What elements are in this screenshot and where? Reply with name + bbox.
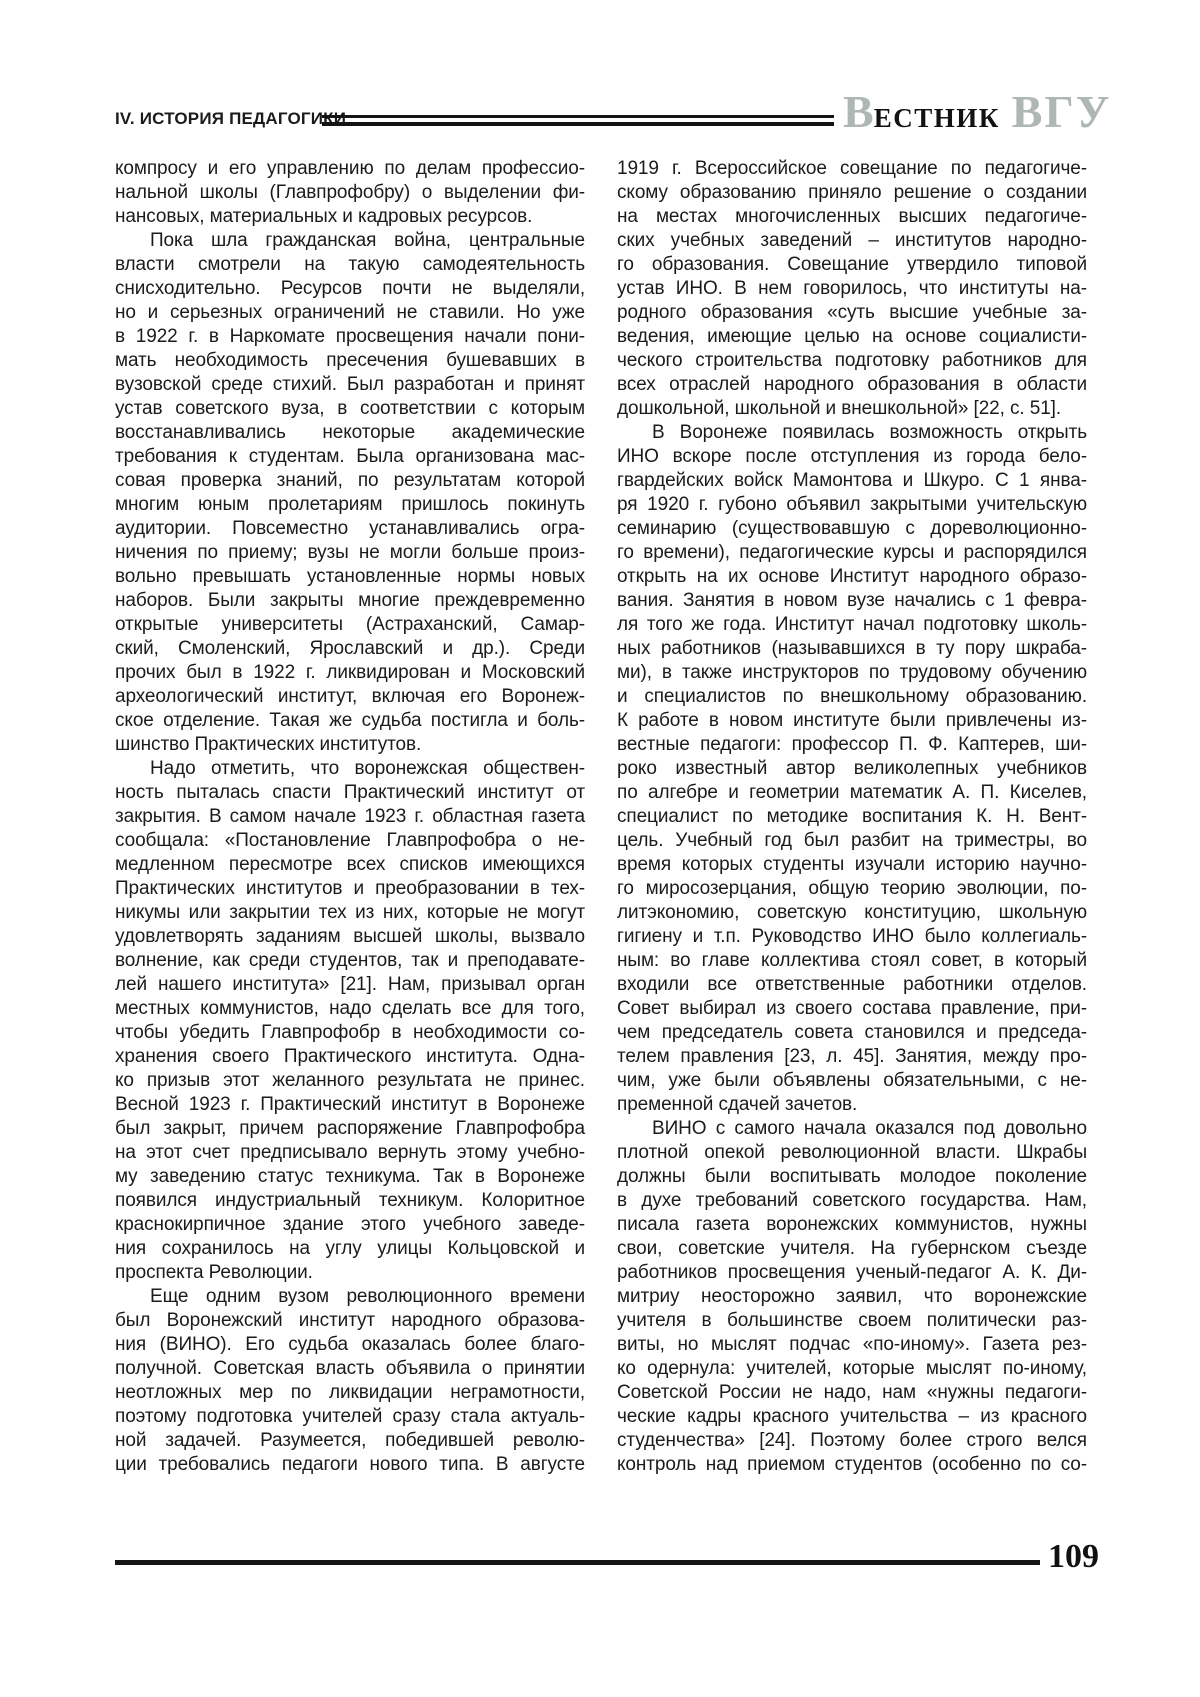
text-line: виты, но мыслят подчас «по-иному». Газета рез- bbox=[617, 1334, 1087, 1355]
text-line: совая проверка знаний, по результатам которой bbox=[115, 470, 585, 491]
page-number: 109 bbox=[1048, 1538, 1099, 1575]
text-line: телем правления [23, л. 45]. Занятия, между про- bbox=[617, 1046, 1087, 1067]
text-line: закрытия. В самом начале 1923 г. областная газета bbox=[115, 806, 585, 827]
text-line: К работе в новом институте были привлечены из- bbox=[617, 710, 1087, 731]
text-line: пременной сдачей зачетов. bbox=[617, 1094, 858, 1115]
text-line: ных работников (называвшихся в ту пору шкраба- bbox=[617, 638, 1087, 659]
text-line: ность пыталась спасти Практический институт от bbox=[115, 782, 585, 803]
text-line: Весной 1923 г. Практический институт в Воронеже bbox=[115, 1094, 585, 1115]
text-line: гигиену и т.п. Руководство ИНО было коллегиаль- bbox=[617, 926, 1087, 947]
text-line: Надо отметить, что воронежская обществен- bbox=[150, 758, 585, 779]
text-line: В Воронеже появилась возможность открыть bbox=[652, 422, 1087, 443]
text-line: власти смотрели на такую самодеятельность bbox=[115, 254, 585, 275]
text-line: наборов. Были закрыты многие преждевременно bbox=[115, 590, 585, 611]
text-line: специалист по методике воспитания К. Н. Вент- bbox=[617, 806, 1087, 827]
text-line: ческого строительства подготовку работников для bbox=[617, 350, 1087, 371]
text-line: ной задачей. Разумеется, победившей револю- bbox=[115, 1430, 585, 1451]
text-line: многим юным пролетариям пришлось покинуть bbox=[115, 494, 585, 515]
text-line: ным: во главе коллектива стоял совет, в который bbox=[617, 950, 1087, 971]
text-line: ский, Смоленский, Ярославский и др.). Среди bbox=[115, 638, 585, 659]
text-line: и специалистов по внешкольному образованию. bbox=[617, 686, 1087, 707]
text-line: ведения, имеющие целью на основе социалисти- bbox=[617, 326, 1087, 347]
text-line: в духе требований советского государства. Нам, bbox=[617, 1190, 1087, 1211]
text-line: учителя в большинстве своем политически раз- bbox=[617, 1310, 1087, 1331]
text-line: проспекта Революции. bbox=[115, 1262, 313, 1283]
text-line: ских учебных заведений – институтов народно- bbox=[617, 230, 1087, 251]
text-line: студенчества» [24]. Поэтому более строго велся bbox=[617, 1430, 1087, 1451]
text-line: вольно превышать установленные нормы новых bbox=[115, 566, 585, 587]
text-line: ко призыв этот желанного результата не принес. bbox=[115, 1070, 585, 1091]
text-line: удовлетворять заданиям высшей школы, вызвало bbox=[115, 926, 585, 947]
text-line: входили все ответственные работники отделов. bbox=[617, 974, 1087, 995]
text-line: скому образованию приняло решение о создании bbox=[617, 182, 1087, 203]
text-line: вузовской среде стихий. Был разработан и принят bbox=[115, 374, 585, 395]
text-line: был Воронежский институт народного образова- bbox=[115, 1310, 585, 1331]
text-line: но и серьезных ограничений не ставили. Но уже bbox=[115, 302, 585, 323]
journal-logo bbox=[843, 88, 1112, 147]
text-line: ми), в также инструкторов по трудовому обучению bbox=[617, 662, 1087, 683]
text-line: поэтому подготовка учителей сразу стала актуаль- bbox=[115, 1406, 585, 1427]
text-line: археологический институт, включая его Воронеж- bbox=[115, 686, 585, 707]
text-line: митриу неосторожно заявил, что воронежские bbox=[617, 1286, 1087, 1307]
text-line: чтобы убедить Главпрофобр в необходимости со- bbox=[115, 1022, 585, 1043]
text-line: компросу и его управлению по делам профессио- bbox=[115, 158, 585, 179]
text-column-right bbox=[617, 157, 1087, 1477]
text-line: неотложных мер по ликвидации неграмотности, bbox=[115, 1382, 585, 1403]
text-line: му заведению статус техникума. Так в Воронеже bbox=[115, 1166, 585, 1187]
text-line: го времени), педагогические курсы и распорядился bbox=[617, 542, 1087, 563]
text-line: ря 1920 г. губоно объявил закрытыми учительскую bbox=[617, 494, 1087, 515]
section-title: IV. ИСТОРИЯ ПЕДАГОГИКИ bbox=[115, 109, 347, 128]
text-line: ния (ВИНО). Его судьба оказалась более благо- bbox=[115, 1334, 585, 1355]
text-line: открыть на их основе Институт народного образо- bbox=[617, 566, 1087, 587]
text-line: литэкономию, советскую конституцию, школьную bbox=[617, 902, 1087, 923]
text-line: ко одернула: учителей, которые мыслят по-иному, bbox=[617, 1358, 1087, 1379]
text-line: 1919 г. Всероссийское совещание по педагогиче- bbox=[617, 158, 1087, 179]
text-line: ИНО вскоре после отступления из города бело- bbox=[617, 446, 1087, 467]
text-line: ля того же года. Институт начал подготовку школь- bbox=[617, 614, 1087, 635]
text-line: го миросозерцания, общую теорию эволюции, по- bbox=[617, 878, 1087, 899]
text-line: шинство Практических институтов. bbox=[115, 734, 422, 755]
text-line: нансовых, материальных и кадровых ресурсов. bbox=[115, 206, 533, 227]
text-line: родного образования «суть высшие учебные за- bbox=[617, 302, 1087, 323]
text-line: цель. Учебный год был разбит на триместры, во bbox=[617, 830, 1087, 851]
text-line: ничения по приему; вузы не могли больше произ- bbox=[115, 542, 585, 563]
text-line: по алгебре и геометрии математик А. П. Киселев, bbox=[617, 782, 1087, 803]
text-line: лей нашего института» [21]. Нам, призывал орган bbox=[115, 974, 585, 995]
text-line: никумы или закрытии тех из них, которые не могут bbox=[115, 902, 585, 923]
text-line: ции требовались педагоги нового типа. В августе bbox=[115, 1454, 585, 1475]
text-line: сообщала: «Постановление Главпрофобра о не- bbox=[115, 830, 585, 851]
text-line: семинарию (существовавшую с дореволюционно- bbox=[617, 518, 1087, 539]
text-line: волнение, как среди студентов, так и преподавате- bbox=[115, 950, 585, 971]
text-line: ское отделение. Такая же судьба постигла и боль- bbox=[115, 710, 585, 731]
text-line: должны были воспитывать молодое поколение bbox=[617, 1166, 1087, 1187]
text-line: чим, уже были объявлены обязательными, с не- bbox=[617, 1070, 1087, 1091]
text-line: ческие кадры красного учительства – из красного bbox=[617, 1406, 1087, 1427]
text-column-left bbox=[115, 157, 585, 1477]
text-line: работников просвещения ученый-педагог А. К. Ди- bbox=[617, 1262, 1087, 1283]
text-line: Советской России не надо, нам «нужны педагоги- bbox=[617, 1382, 1087, 1403]
footer-rule bbox=[115, 1560, 1040, 1565]
text-line: на этот счет предписывало вернуть этому учебно- bbox=[115, 1142, 585, 1163]
text-line: в 1922 г. в Наркомате просвещения начали пони- bbox=[115, 326, 585, 347]
text-line: медленном пересмотре всех списков имеющихся bbox=[115, 854, 585, 875]
text-line: мать необходимость пресечения бушевавших в bbox=[115, 350, 585, 371]
text-line: устав советского вуза, в соответствии с которым bbox=[115, 398, 585, 419]
text-line: устав ИНО. В нем говорилось, что институты на- bbox=[617, 278, 1087, 299]
text-line: вестные педагоги: профессор П. Ф. Каптерев, ши- bbox=[617, 734, 1087, 755]
text-line: свои, советские учителя. На губернском съезде bbox=[617, 1238, 1087, 1259]
journal-logo-initial: В bbox=[843, 86, 874, 137]
text-line: чем председатель совета становился и председа- bbox=[617, 1022, 1087, 1043]
text-line: нальной школы (Главпрофобру) о выделении фи- bbox=[115, 182, 585, 203]
text-line: дошкольной, школьной и внешкольной» [22, с. 51]. bbox=[617, 398, 1062, 419]
text-line: получной. Советская власть объявила о принятии bbox=[115, 1358, 585, 1379]
text-line: аудитории. Повсеместно устанавливались огра- bbox=[115, 518, 585, 539]
text-line: открытые университеты (Астраханский, Самар- bbox=[115, 614, 585, 635]
text-line: Пока шла гражданская война, центральные bbox=[150, 230, 585, 251]
text-line: ВИНО с самого начала оказался под довольно bbox=[652, 1118, 1087, 1139]
text-line: прочих был в 1922 г. ликвидирован и Московский bbox=[115, 662, 585, 683]
journal-logo-name: ЕСТНИК bbox=[873, 103, 1000, 133]
text-line: краснокирпичное здание этого учебного заведе- bbox=[115, 1214, 585, 1235]
text-line: на местах многочисленных высших педагогиче- bbox=[617, 206, 1087, 227]
journal-logo-abbr: ВГУ bbox=[1011, 86, 1112, 137]
text-line: роко известный автор великолепных учебников bbox=[617, 758, 1087, 779]
text-line: время которых студенты изучали историю научно- bbox=[617, 854, 1087, 875]
text-line: местных коммунистов, надо сделать все для того, bbox=[115, 998, 585, 1019]
text-line: снисходительно. Ресурсов почти не выделяли, bbox=[115, 278, 585, 299]
text-line: контроль над приемом студентов (особенно по со- bbox=[617, 1454, 1087, 1475]
text-line: появился индустриальный техникум. Колоритное bbox=[115, 1190, 585, 1211]
text-line: требования к студентам. Была организована мас- bbox=[115, 446, 585, 467]
text-line: был закрыт, причем распоряжение Главпрофобра bbox=[115, 1118, 585, 1139]
text-line: Совет выбирал из своего состава правление, при- bbox=[617, 998, 1087, 1019]
text-line: гвардейских войск Мамонтова и Шкуро. С 1 янва- bbox=[617, 470, 1087, 491]
text-line: ния сохранилось на углу улицы Кольцовской и bbox=[115, 1238, 585, 1259]
text-line: писала газета воронежских коммунистов, нужны bbox=[617, 1214, 1087, 1235]
text-line: го образования. Совещание утвердило типовой bbox=[617, 254, 1087, 275]
header-divider-rule bbox=[322, 115, 834, 126]
text-line: плотной опекой революционной власти. Шкрабы bbox=[617, 1142, 1087, 1163]
text-line: вания. Занятия в новом вузе начались с 1 февра- bbox=[617, 590, 1087, 611]
text-line: Еще одним вузом революционного времени bbox=[150, 1286, 585, 1307]
text-line: хранения своего Практического института. Одна- bbox=[115, 1046, 585, 1067]
text-line: Практических институтов и преобразовании в тех- bbox=[115, 878, 585, 899]
text-line: восстанавливались некоторые академические bbox=[115, 422, 585, 443]
text-line: всех отраслей народного образования в области bbox=[617, 374, 1087, 395]
